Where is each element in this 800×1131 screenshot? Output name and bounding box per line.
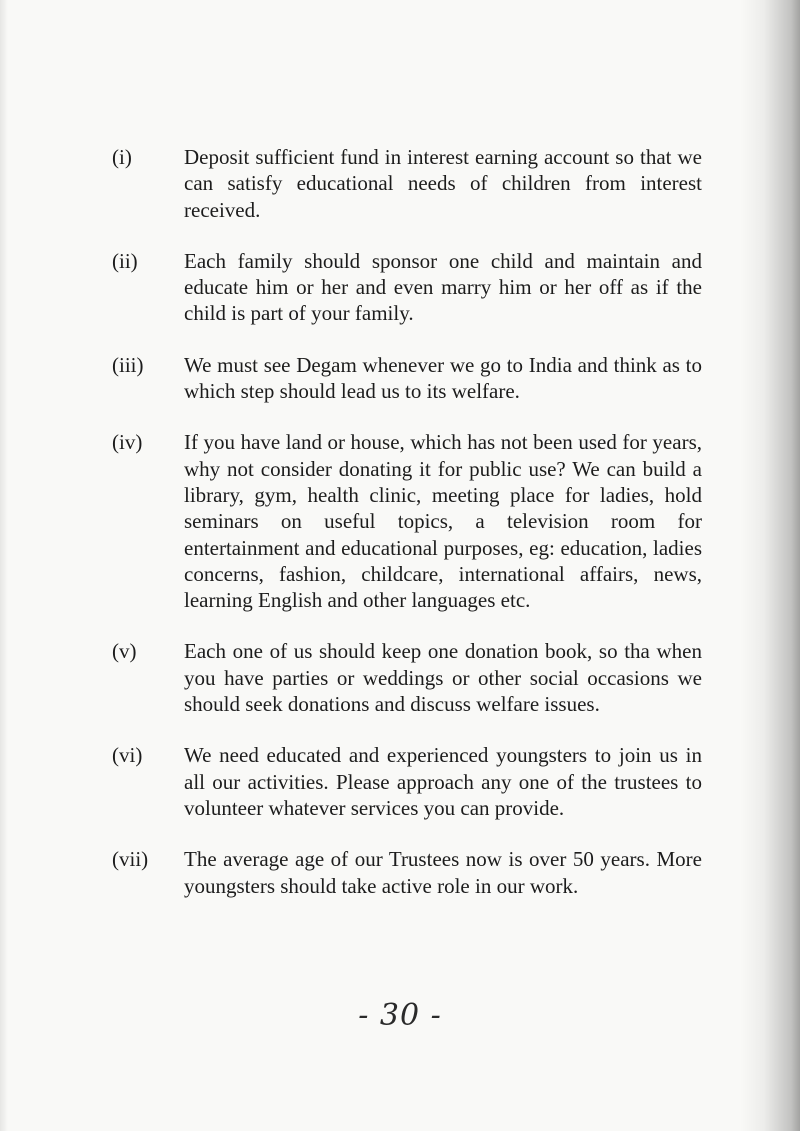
list-marker: (vii) xyxy=(112,847,149,872)
list-marker: (iv) xyxy=(112,430,143,455)
list-marker: (v) xyxy=(112,639,137,664)
recommendation-list xyxy=(112,144,702,899)
scan-right-shadow xyxy=(740,0,800,1131)
scan-left-edge xyxy=(0,0,8,1131)
list-item-vii xyxy=(112,846,702,899)
list-item-ii xyxy=(112,248,702,327)
list-text: Deposit sufficient fund in interest earning account so that we can satisfy educational needs of children from interest received. xyxy=(184,145,702,222)
list-marker: (ii) xyxy=(112,248,138,273)
list-marker: (iii) xyxy=(112,352,144,377)
list-item-v xyxy=(112,638,702,717)
list-marker: (vi) xyxy=(112,743,143,768)
list-text: We must see Degam whenever we go to India and think as to which step should lead us to its welfare. xyxy=(184,352,702,404)
list-text: Each family should sponsor one child and maintain and educate him or her and even marry him or her off as if the child is part of your family. xyxy=(184,248,702,326)
list-text: The average age of our Trustees now is over 50 years. More youngsters should take active role in our work. xyxy=(184,847,702,898)
list-item-iv xyxy=(112,429,702,613)
list-text: We need educated and experienced youngsters to join us in all our activities. Please approach any one of the trustees to volunteer whatever services you can provide. xyxy=(184,743,702,820)
list-item-vi xyxy=(112,742,702,821)
page-number: - 30 - xyxy=(358,998,442,1033)
list-text: If you have land or house, which has not been used for years, why not consider donating it for public use? We can build a library, gym, health clinic, meeting place for ladies, hold seminars on useful topics, a television room for entertainment and educational purposes, eg: education, ladies concerns, fashion, childcare, international affairs, news, learning English and other languages etc. xyxy=(184,430,702,613)
list-item-i xyxy=(112,144,702,223)
list-text: Each one of us should keep one donation book, so tha when you have parties or weddings or other social occasions we should seek donations and discuss welfare issues. xyxy=(184,639,702,717)
list-marker: (i) xyxy=(112,145,132,169)
list-item-iii xyxy=(112,352,702,405)
